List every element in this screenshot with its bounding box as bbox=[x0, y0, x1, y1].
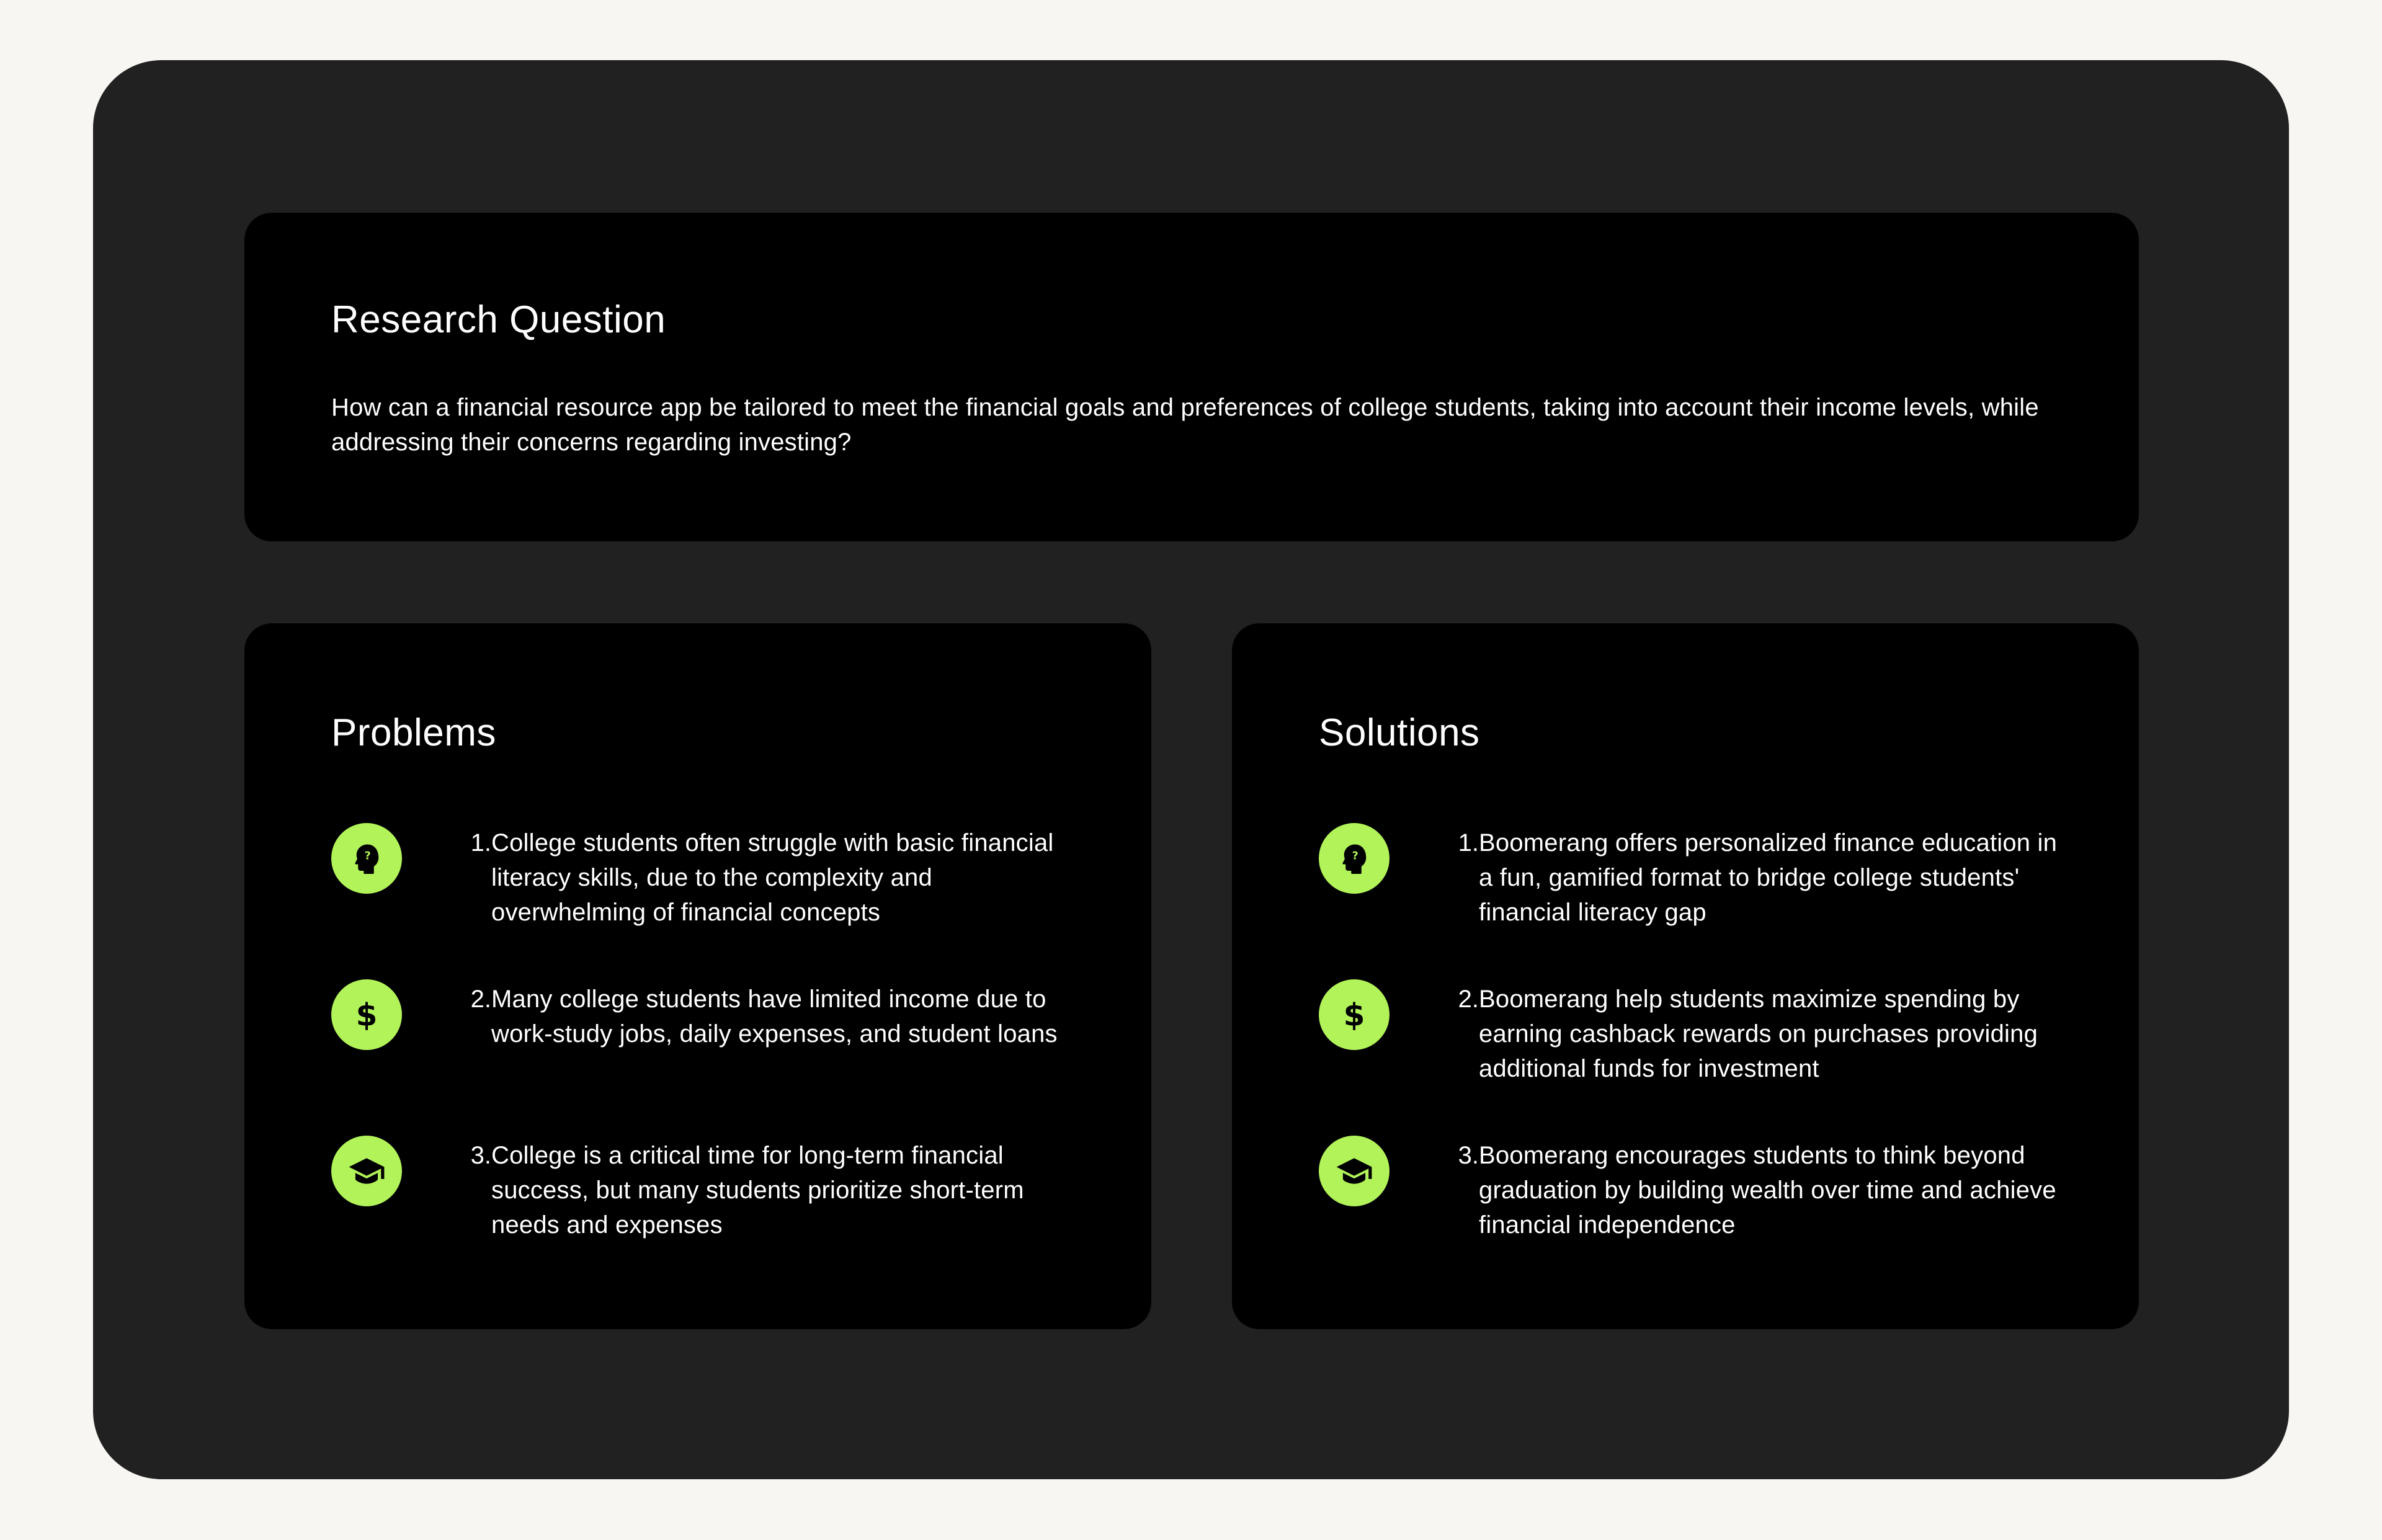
svg-text:$: $ bbox=[1343, 997, 1365, 1033]
problem-text: College is a critical time for long-term financial success, but many students prioritize short-term needs and expenses bbox=[491, 1142, 1024, 1239]
svg-text:?: ? bbox=[364, 850, 371, 863]
solution-number: 3. bbox=[1458, 1142, 1479, 1169]
solution-item bbox=[1319, 1136, 2063, 1241]
research-question-card bbox=[244, 213, 2139, 541]
dollar-icon bbox=[1319, 979, 1390, 1050]
problem-text: Many college students have limited income due to work-study jobs, daily expenses, and student loans bbox=[491, 986, 1058, 1048]
research-question-text: How can a financial resource app be tailored to meet the financial goals and preferences of college students, taking into account their income levels, while addressing their concerns regarding investing? bbox=[331, 394, 2039, 456]
problem-item bbox=[331, 979, 1076, 1085]
solution-number: 2. bbox=[1458, 986, 1479, 1013]
problem-text: College students often struggle with basic financial literacy skills, due to the complexity and overwhelming of financial concepts bbox=[491, 829, 1054, 926]
slide-frame bbox=[93, 60, 2289, 1479]
solution-text: Boomerang offers personalized finance education in a fun, gamified format to bridge college students' financial literacy gap bbox=[1479, 829, 2058, 926]
solution-item bbox=[1319, 823, 2063, 928]
problem-number: 2. bbox=[470, 986, 491, 1013]
dollar-icon bbox=[331, 979, 402, 1050]
solution-item bbox=[1319, 979, 2063, 1085]
problems-card bbox=[244, 623, 1151, 1329]
svg-text:$: $ bbox=[355, 997, 378, 1033]
solution-number: 1. bbox=[1458, 829, 1479, 857]
problem-number: 1. bbox=[470, 829, 491, 857]
solutions-card bbox=[1232, 623, 2139, 1329]
solutions-title: Solutions bbox=[1319, 711, 1480, 754]
solution-text: Boomerang help students maximize spending by earning cashback rewards on purchases providing additional funds for investment bbox=[1479, 986, 2038, 1082]
research-question-title: Research Question bbox=[331, 298, 666, 341]
problems-title: Problems bbox=[331, 711, 496, 754]
graduation-cap-icon bbox=[1319, 1136, 1390, 1206]
solution-text: Boomerang encourages students to think beyond graduation by building wealth over time and achieve financial independence bbox=[1479, 1142, 2056, 1239]
problem-item bbox=[331, 1136, 1076, 1241]
problem-item bbox=[331, 823, 1076, 928]
head-question-icon bbox=[1319, 823, 1390, 894]
graduation-cap-icon bbox=[331, 1136, 402, 1206]
svg-text:?: ? bbox=[1352, 850, 1358, 863]
problem-number: 3. bbox=[470, 1142, 491, 1169]
head-question-icon bbox=[331, 823, 402, 894]
